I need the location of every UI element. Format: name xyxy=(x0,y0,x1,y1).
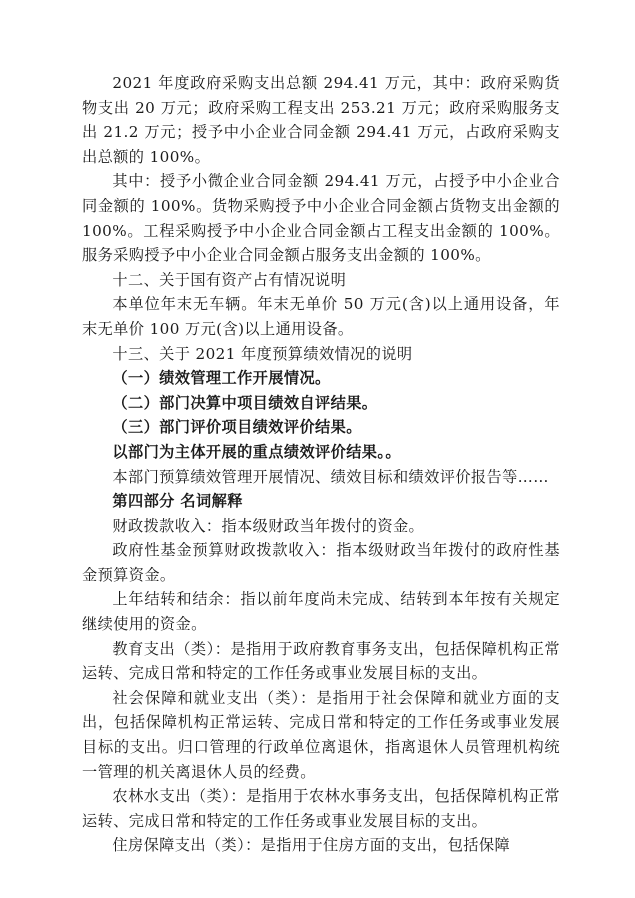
state-assets-paragraph: 本单位年末无车辆。年末无单价 50 万元(含)以上通用设备，年末无单价 100 万元(含)以上通用设备。 xyxy=(82,295,560,338)
definition-fiscal-allocation: 财政拨款收入：指本级财政当年拨付的资金。 xyxy=(112,516,425,535)
definition-social-security: 社会保障和就业支出（类）：是指用于社会保障和就业方面的支出，包括保障机构正常运转、完成日常和特定的工作任务或事业发展目标的支出。归口管理的行政单位离退休，指离退休人员管理机构统一管理的机关离退休人员的经费。 xyxy=(82,688,560,781)
definition-housing: 住房保障支出（类）：是指用于住房方面的支出，包括保障 xyxy=(112,836,511,855)
definition-agriculture: 农林水支出（类）：是指用于农林水事务支出，包括保障机构正常运转、完成日常和特定的工作任务或事业发展目标的支出。 xyxy=(82,787,560,830)
sme-contract-paragraph: 其中：授予小微企业合同金额 294.41 万元，占授予中小企业合同金额的 100%。货物采购授予中小企业合同金额占货物支出金额的 100%。工程采购授予中小企业合同金额占工程支出金额的 100%。服务采购授予中小企业合同金额占服务支出金额的 100%。 xyxy=(82,172,560,265)
section-12-heading: 十二、关于国有资产占有情况说明 xyxy=(112,270,347,289)
procurement-summary-paragraph: 2021 年度政府采购支出总额 294.41 万元，其中：政府采购货物支出 20 万元；政府采购工程支出 253.21 万元；政府采购服务支出 21.2 万元；授予中小企业合同金额 294.41 万元，占政府采购支出总额的 100%。 xyxy=(82,74,560,166)
performance-report-paragraph: 本部门预算绩效管理开展情况、绩效目标和绩效评价报告等…… xyxy=(112,467,549,486)
section-13-heading: 十三、关于 2021 年度预算绩效情况的说明 xyxy=(112,344,413,363)
key-evaluation-results: 以部门为主体开展的重点绩效评价结果。。 xyxy=(112,442,401,461)
document-body xyxy=(82,71,560,858)
part-4-heading: 第四部分 名词解释 xyxy=(112,492,243,511)
definition-government-fund: 政府性基金预算财政拨款收入：指本级财政当年拨付的政府性基金预算资金。 xyxy=(82,541,560,584)
performance-item-2: （二）部门决算中项目绩效自评结果。 xyxy=(112,393,378,412)
performance-item-3: （三）部门评价项目绩效评价结果。 xyxy=(112,418,362,437)
definition-carryover: 上年结转和结余：指以前年度尚未完成、结转到本年按有关规定继续使用的资金。 xyxy=(82,590,560,634)
performance-item-1: （一）绩效管理工作开展情况。 xyxy=(112,369,331,388)
definition-education: 教育支出（类）：是指用于政府教育事务支出，包括保障机构正常运转、完成日常和特定的工作任务或事业发展目标的支出。 xyxy=(82,639,560,683)
